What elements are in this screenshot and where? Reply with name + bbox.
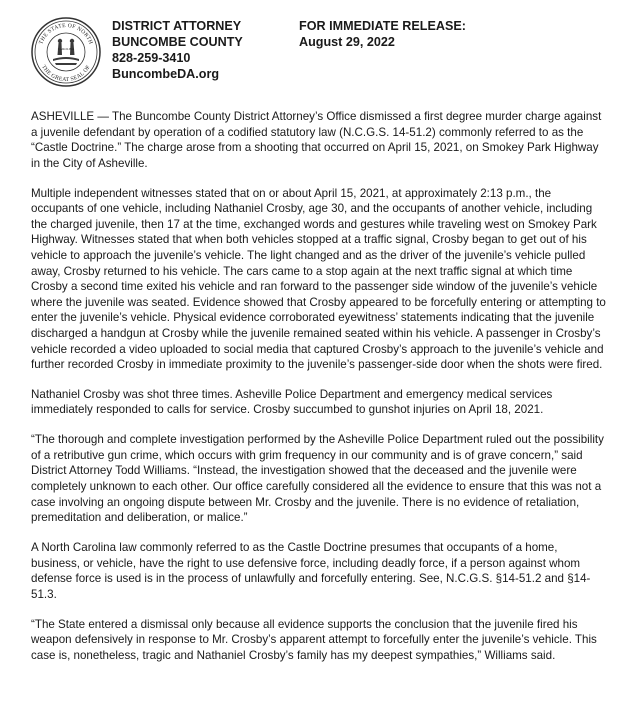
office-title: DISTRICT ATTORNEY: [112, 19, 242, 33]
paragraph-closing-quote: “The State entered a dismissal only because all evidence supports the conclusion that the juvenile fired his weapon defensively in response to Mr. Crosby’s apparent attempt to forcefully enter the juvenile’s vehicle. This case is, nonetheless, tragic and Nathaniel Crosby’s family has my deepest sympathies,” Williams said.: [31, 617, 597, 662]
seal-bottom-text: THE GREAT SEAL OF: [40, 64, 92, 84]
paragraph-intro: ASHEVILLE — The Buncombe County District Attorney’s Office dismissed a first degree murder charge against a juvenile defendant by operation of a codified statutory law (N.C.G.S. 14-51.2) commonly referred to as the “Castle Doctrine.” The charge arose from a shooting that occurred on April 15, 2021, on Smokey Park Highway in the City of Asheville.: [31, 110, 602, 170]
release-date: August 29, 2022: [299, 35, 395, 49]
office-block: [112, 18, 243, 82]
paragraph-witnesses: Multiple independent witnesses stated that on or about April 15, 2021, at approximately 2:13 p.m., the occupants of one vehicle, including Nathaniel Crosby, age 30, and the occupants of another vehicle, including the charged juvenile, then 17 at the time, exchanged words and gestures while traveling west on Smokey Park Highway. Witnesses stated that when both vehicles stopped at a traffic signal, Crosby began to get out of his vehicle to approach the juvenile’s vehicle. The light changed and as the driver of the juvenile’s vehicle pulled away, Crosby returned to his vehicle. The cars came to a stop again at the next traffic signal at which time Crosby a second time exited his vehicle and ran forward to the passenger side window of the juvenile’s vehicle where the juvenile was seated. Evidence showed that Crosby appeared to be forcefully entering or attempting to enter the juvenile’s vehicle. Physical evidence corroborated eyewitness’ statements indicating that the juvenile discharged a handgun at Crosby while the juvenile remained seated within his vehicle. A passenger in Crosby’s vehicle recorded a video uploaded to social media that captured Crosby’s approach to the juvenile’s vehicle and further recorded Crosby in immediate proximity to the juvenile’s passenger-side door when the shots were fired.: [31, 186, 606, 372]
seal-center-text: CAROLINA: [57, 47, 75, 51]
paragraph-outcome: Nathaniel Crosby was shot three times. Asheville Police Department and emergency medical services immediately responded to calls for service. Crosby succumbed to gunshot injuries on April 18, 2021.: [31, 387, 553, 417]
press-release-body: [31, 109, 607, 678]
office-county: BUNCOMBE COUNTY: [112, 35, 243, 49]
release-label: FOR IMMEDIATE RELEASE:: [299, 19, 466, 33]
seal-top-text: THE STATE OF NORTH: [38, 22, 94, 46]
paragraph-castle-doctrine: A North Carolina law commonly referred to as the Castle Doctrine presumes that occupants of a home, business, or vehicle, have the right to use defensive force, including deadly force, if a person against whom defense force is used is in the process of unlawfully and forcefully entering. See, N.C.G.S. §14-51.2 and §14-51.3.: [31, 541, 591, 601]
office-phone: 828-259-3410: [112, 51, 191, 65]
state-seal-logo: [31, 17, 101, 87]
release-block: [299, 18, 466, 50]
seal-graphic: [31, 17, 101, 87]
office-website: BuncombeDA.org: [112, 67, 220, 81]
paragraph-da-quote: “The thorough and complete investigation performed by the Asheville Police Department ruled out the possibility of a retributive gun crime, which occurs with grim frequency in our community and is of grave concern,” said District Attorney Todd Williams. “Instead, the investigation showed that the deceased and the juvenile were completely unknown to each other. Our office carefully considered all the evidence to ensure that this was not a case involving an ongoing dispute between Mr. Crosby and the juvenile. There is no evidence of retaliation, premeditation and deliberation, or malice.”: [31, 433, 604, 525]
